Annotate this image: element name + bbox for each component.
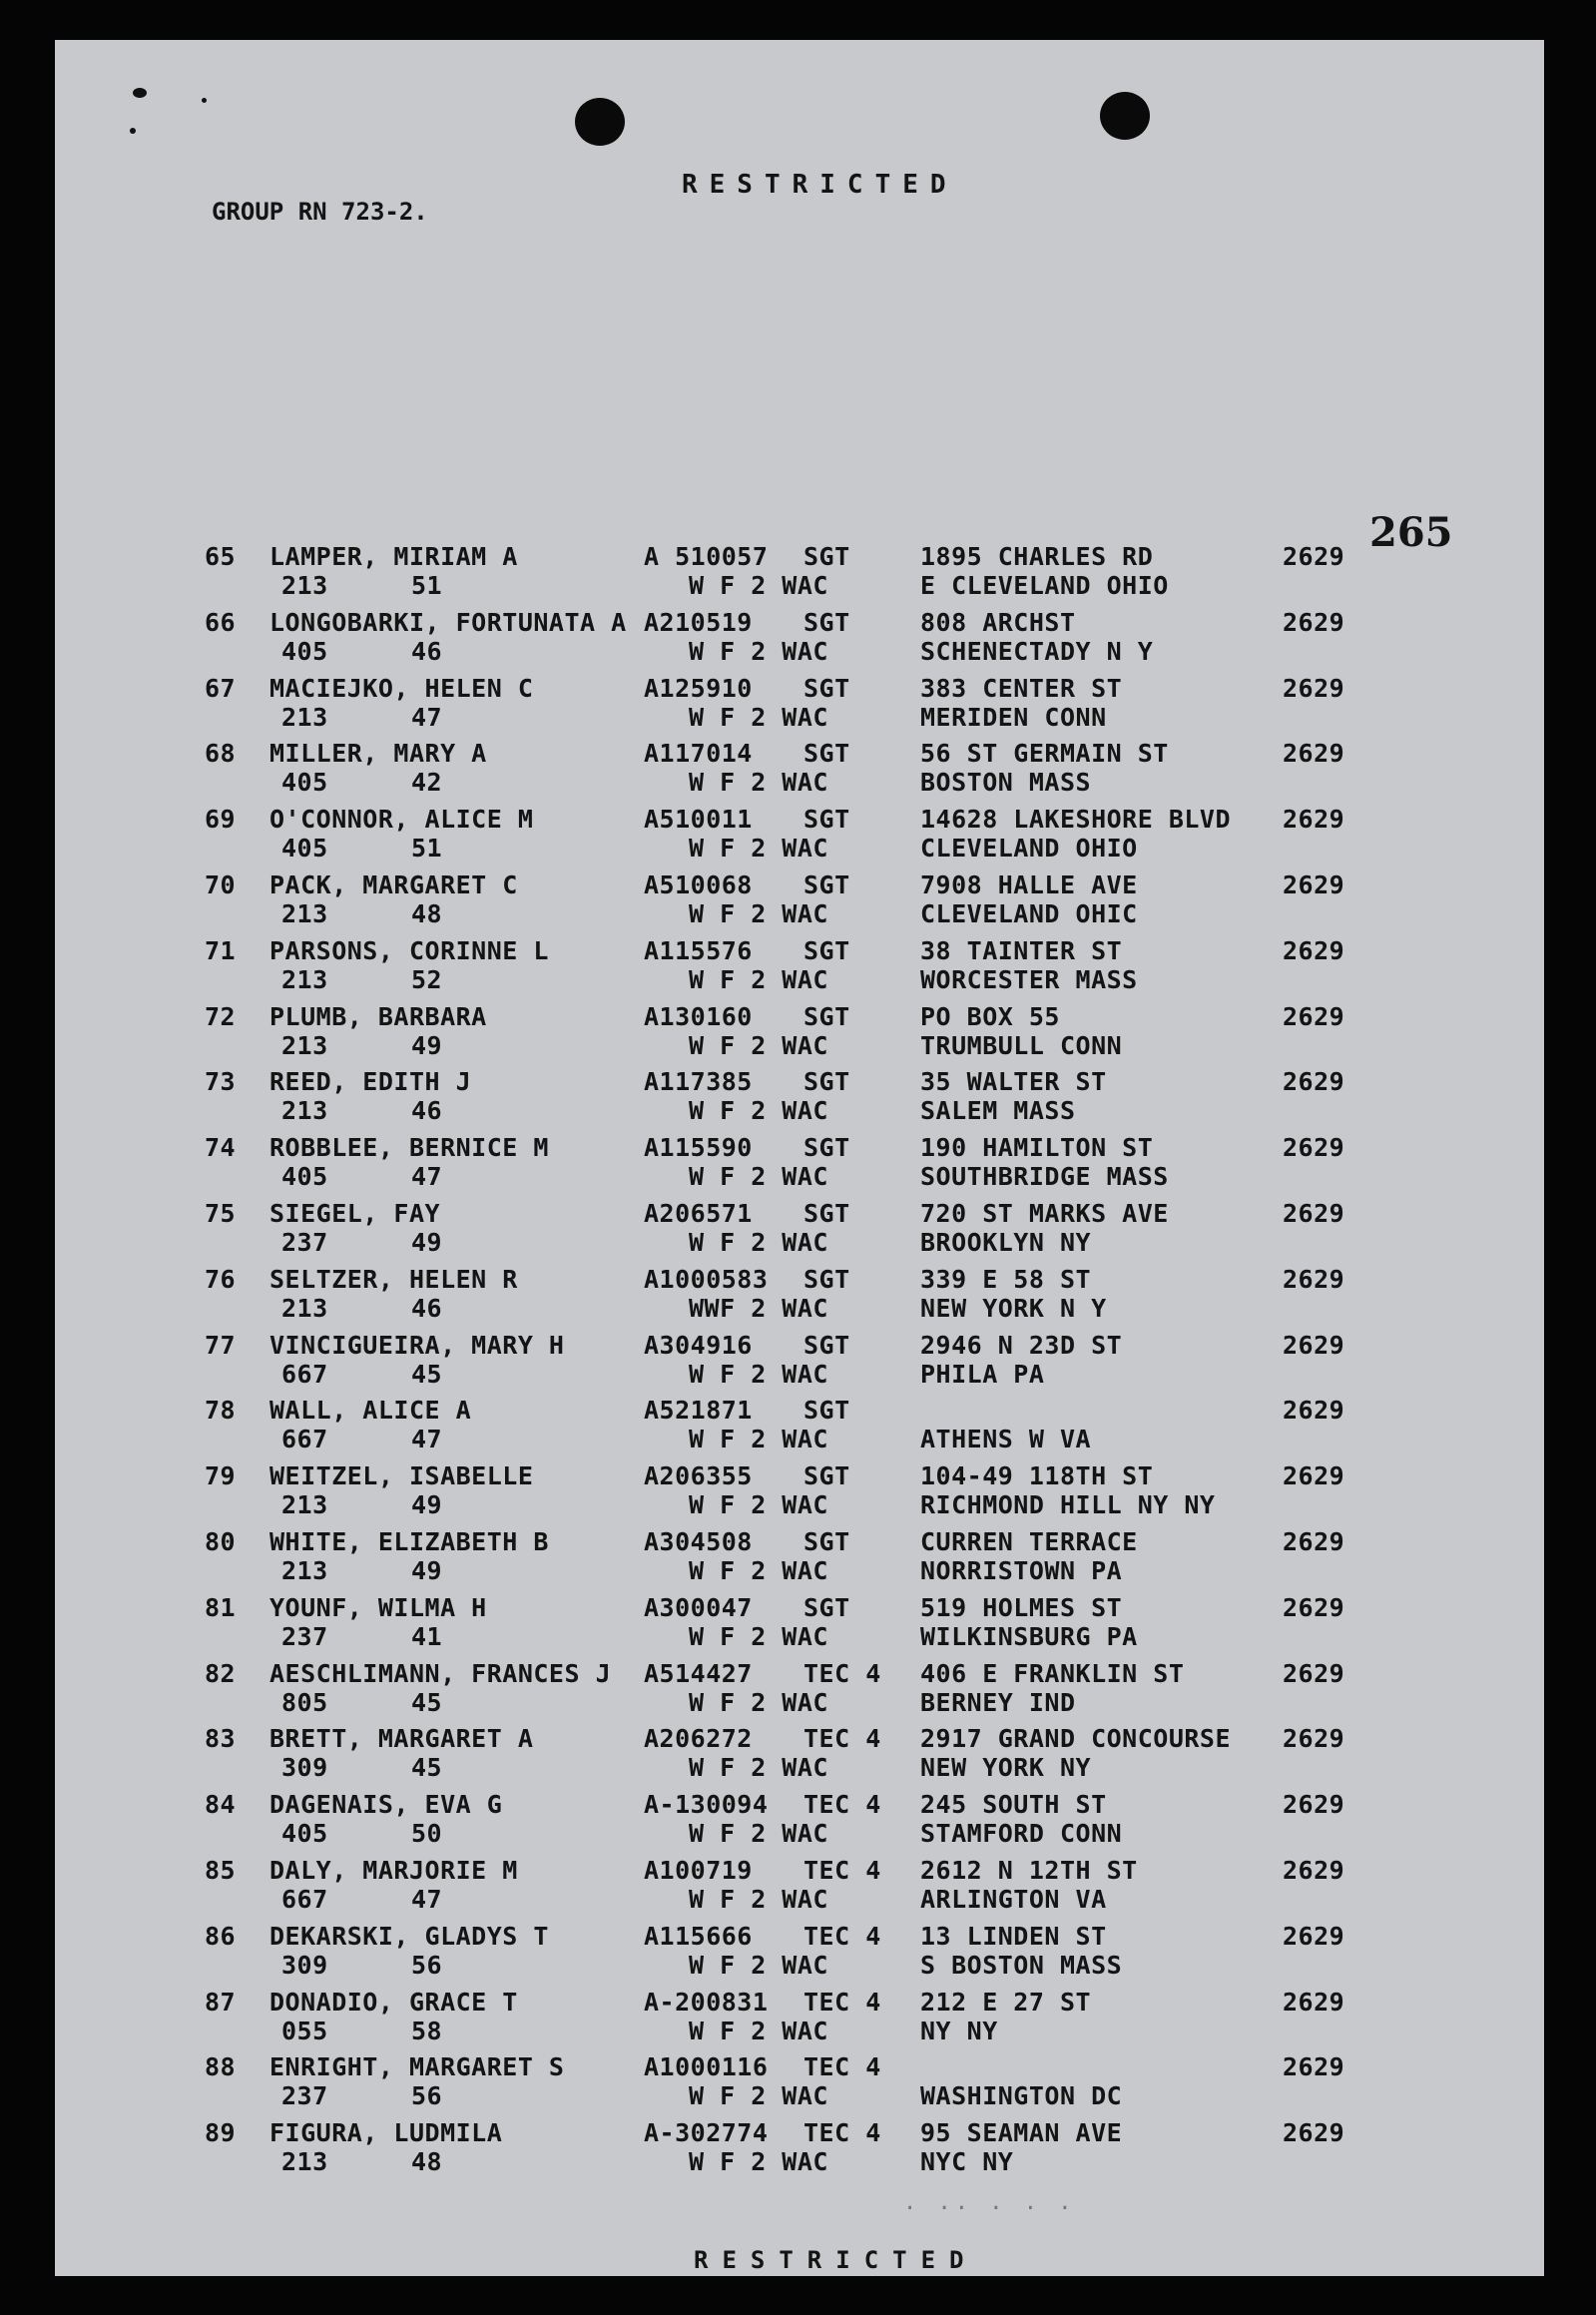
entry-number: 78 <box>205 1396 237 1426</box>
address-line-2: E CLEVELAND OHIO <box>920 571 1169 600</box>
entry-number: 79 <box>205 1461 237 1491</box>
rank: TEC 4 <box>803 2118 881 2148</box>
serial-number: A300047 <box>644 1592 753 1622</box>
serial-number: A304916 <box>644 1330 753 1360</box>
member-name: BRETT, MARGARET A <box>269 1724 534 1754</box>
serial-number: A-130094 <box>644 1790 769 1820</box>
entry-number: 84 <box>205 1790 237 1820</box>
rank: SGT <box>803 1199 850 1228</box>
address-line-1: 1895 CHARLES RD <box>920 542 1154 571</box>
code-value: 2629 <box>1283 1067 1345 1097</box>
code-b: 49 <box>411 1556 443 1585</box>
member-name: SELTZER, HELEN R <box>269 1264 518 1294</box>
code-a: 309 <box>281 1950 328 1980</box>
code-a: 213 <box>281 964 328 994</box>
member-name: O'CONNOR, ALICE M <box>269 805 534 835</box>
unit-designation: W F 2 WAC <box>689 834 828 864</box>
member-name: LAMPER, MIRIAM A <box>269 542 518 571</box>
code-b: 46 <box>411 1096 443 1126</box>
address-line-2: PHILA PA <box>920 1359 1045 1389</box>
code-b: 52 <box>411 964 443 994</box>
address-line-2: SCHENECTADY N Y <box>920 636 1154 666</box>
code-value: 2629 <box>1283 2052 1345 2082</box>
unit-designation: W F 2 WAC <box>689 964 828 994</box>
rank: SGT <box>803 607 850 637</box>
serial-number: A-200831 <box>644 1987 769 2017</box>
entry-number: 66 <box>205 607 237 637</box>
address-line-1: 212 E 27 ST <box>920 1987 1092 2017</box>
unit-designation: W F 2 WAC <box>689 1162 828 1192</box>
unit-designation: W F 2 WAC <box>689 702 828 732</box>
document-page <box>55 40 1544 2276</box>
rank: TEC 4 <box>803 1987 881 2017</box>
code-a: 213 <box>281 702 328 732</box>
code-b: 48 <box>411 899 443 928</box>
entry-number: 71 <box>205 935 237 965</box>
code-b: 56 <box>411 1950 443 1980</box>
address-line-2: BOSTON MASS <box>920 768 1092 798</box>
member-name: PLUMB, BARBARA <box>269 1001 487 1031</box>
unit-designation: W F 2 WAC <box>689 899 828 928</box>
code-a: 213 <box>281 1096 328 1126</box>
rank: TEC 4 <box>803 1790 881 1820</box>
serial-number: A206355 <box>644 1461 753 1491</box>
code-value: 2629 <box>1283 1001 1345 1031</box>
code-value: 2629 <box>1283 1330 1345 1360</box>
code-a: 213 <box>281 1293 328 1323</box>
rank: SGT <box>803 1067 850 1097</box>
code-b: 45 <box>411 1359 443 1389</box>
code-b: 47 <box>411 1885 443 1914</box>
member-name: REED, EDITH J <box>269 1067 472 1097</box>
entry-number: 86 <box>205 1921 237 1951</box>
code-value: 2629 <box>1283 1461 1345 1491</box>
rank: SGT <box>803 1001 850 1031</box>
unit-designation: W F 2 WAC <box>689 1885 828 1914</box>
address-line-1: 2917 GRAND CONCOURSE <box>920 1724 1232 1754</box>
address-line-2: MERIDEN CONN <box>920 702 1107 732</box>
code-a: 237 <box>281 2081 328 2111</box>
address-line-1: 2612 N 12TH ST <box>920 1856 1138 1885</box>
member-name: DONADIO, GRACE T <box>269 1987 518 2017</box>
address-line-2: NY NY <box>920 2016 998 2045</box>
member-name: PARSONS, CORINNE L <box>269 935 549 965</box>
rank: TEC 4 <box>803 1921 881 1951</box>
rank: SGT <box>803 673 850 703</box>
address-line-1: 56 ST GERMAIN ST <box>920 739 1169 769</box>
code-a: 237 <box>281 1621 328 1651</box>
code-b: 46 <box>411 636 443 666</box>
entry-number: 80 <box>205 1527 237 1556</box>
entry-number: 75 <box>205 1199 237 1228</box>
code-value: 2629 <box>1283 1592 1345 1622</box>
serial-number: A117014 <box>644 739 753 769</box>
code-a: 055 <box>281 2016 328 2045</box>
serial-number: A115590 <box>644 1133 753 1163</box>
code-b: 47 <box>411 702 443 732</box>
restricted-heading: RESTRICTED <box>682 170 958 200</box>
unit-designation: W F 2 WAC <box>689 1490 828 1520</box>
address-line-1: 383 CENTER ST <box>920 673 1123 703</box>
address-line-2: CLEVELAND OHIC <box>920 899 1138 928</box>
member-name: VINCIGUEIRA, MARY H <box>269 1330 565 1360</box>
code-a: 213 <box>281 571 328 600</box>
unit-designation: W F 2 WAC <box>689 1621 828 1651</box>
entry-number: 69 <box>205 805 237 835</box>
unit-designation: W F 2 WAC <box>689 1819 828 1849</box>
code-b: 49 <box>411 1030 443 1060</box>
member-name: YOUNF, WILMA H <box>269 1592 487 1622</box>
code-value: 2629 <box>1283 542 1345 571</box>
code-value: 2629 <box>1283 1790 1345 1820</box>
serial-number: A1000116 <box>644 2052 769 2082</box>
address-line-2: RICHMOND HILL NY NY <box>920 1490 1216 1520</box>
unit-designation: W F 2 WAC <box>689 1950 828 1980</box>
entry-number: 70 <box>205 870 237 899</box>
code-a: 405 <box>281 834 328 864</box>
unit-designation: W F 2 WAC <box>689 1228 828 1257</box>
code-a: 805 <box>281 1687 328 1717</box>
code-a: 309 <box>281 1753 328 1783</box>
code-a: 237 <box>281 1228 328 1257</box>
code-value: 2629 <box>1283 1396 1345 1426</box>
address-line-2: NYC NY <box>920 2147 1014 2177</box>
unit-designation: W F 2 WAC <box>689 1096 828 1126</box>
entry-number: 82 <box>205 1658 237 1688</box>
code-value: 2629 <box>1283 1133 1345 1163</box>
serial-number: A304508 <box>644 1527 753 1556</box>
unit-designation: W F 2 WAC <box>689 2016 828 2045</box>
code-value: 2629 <box>1283 607 1345 637</box>
member-name: PACK, MARGARET C <box>269 870 518 899</box>
address-line-1: 104-49 118TH ST <box>920 1461 1154 1491</box>
ink-speck <box>133 88 147 98</box>
code-b: 45 <box>411 1753 443 1783</box>
entry-number: 88 <box>205 2052 237 2082</box>
rank: SGT <box>803 805 850 835</box>
serial-number: A115666 <box>644 1921 753 1951</box>
address-line-1: 2946 N 23D ST <box>920 1330 1123 1360</box>
code-b: 49 <box>411 1228 443 1257</box>
entry-number: 77 <box>205 1330 237 1360</box>
code-b: 47 <box>411 1162 443 1192</box>
address-line-1: 95 SEAMAN AVE <box>920 2118 1123 2148</box>
code-value: 2629 <box>1283 1724 1345 1754</box>
code-b: 56 <box>411 2081 443 2111</box>
rank: SGT <box>803 739 850 769</box>
entry-number: 89 <box>205 2118 237 2148</box>
code-value: 2629 <box>1283 1921 1345 1951</box>
address-line-2: WORCESTER MASS <box>920 964 1138 994</box>
code-value: 2629 <box>1283 1527 1345 1556</box>
address-line-2: STAMFORD CONN <box>920 1819 1123 1849</box>
code-b: 48 <box>411 2147 443 2177</box>
member-name: DEKARSKI, GLADYS T <box>269 1921 549 1951</box>
code-a: 667 <box>281 1425 328 1454</box>
restricted-footer: RESTRICTED <box>694 2246 978 2274</box>
code-a: 213 <box>281 1490 328 1520</box>
code-b: 58 <box>411 2016 443 2045</box>
rank: TEC 4 <box>803 2052 881 2082</box>
serial-number: A115576 <box>644 935 753 965</box>
unit-designation: W F 2 WAC <box>689 1556 828 1585</box>
address-line-2: NORRISTOWN PA <box>920 1556 1123 1585</box>
entry-number: 73 <box>205 1067 237 1097</box>
entry-number: 81 <box>205 1592 237 1622</box>
address-line-1: 14628 LAKESHORE BLVD <box>920 805 1232 835</box>
code-value: 2629 <box>1283 1987 1345 2017</box>
code-b: 51 <box>411 834 443 864</box>
rank: SGT <box>803 1461 850 1491</box>
address-line-2: NEW YORK NY <box>920 1753 1092 1783</box>
address-line-1: 406 E FRANKLIN ST <box>920 1658 1185 1688</box>
punch-hole-left <box>575 98 625 146</box>
address-line-2: TRUMBULL CONN <box>920 1030 1123 1060</box>
member-name: ROBBLEE, BERNICE M <box>269 1133 549 1163</box>
member-name: FIGURA, LUDMILA <box>269 2118 503 2148</box>
entry-number: 74 <box>205 1133 237 1163</box>
address-line-1: 35 WALTER ST <box>920 1067 1107 1097</box>
ink-speck <box>130 128 136 134</box>
code-b: 47 <box>411 1425 443 1454</box>
serial-number: A206272 <box>644 1724 753 1754</box>
address-line-1: 245 SOUTH ST <box>920 1790 1107 1820</box>
unit-designation: W F 2 WAC <box>689 1753 828 1783</box>
rank: TEC 4 <box>803 1658 881 1688</box>
code-a: 667 <box>281 1885 328 1914</box>
code-value: 2629 <box>1283 870 1345 899</box>
group-label: GROUP RN 723-2. <box>212 198 428 226</box>
code-a: 405 <box>281 768 328 798</box>
code-b: 45 <box>411 1687 443 1717</box>
unit-designation: W F 2 WAC <box>689 636 828 666</box>
member-name: MILLER, MARY A <box>269 739 487 769</box>
rank: SGT <box>803 1133 850 1163</box>
serial-number: A210519 <box>644 607 753 637</box>
code-value: 2629 <box>1283 673 1345 703</box>
unit-designation: W F 2 WAC <box>689 768 828 798</box>
ink-speck <box>202 98 207 103</box>
member-name: ENRIGHT, MARGARET S <box>269 2052 565 2082</box>
code-value: 2629 <box>1283 935 1345 965</box>
code-value: 2629 <box>1283 1264 1345 1294</box>
code-value: 2629 <box>1283 1856 1345 1885</box>
rank: SGT <box>803 1527 850 1556</box>
member-name: DAGENAIS, EVA G <box>269 1790 503 1820</box>
rank: SGT <box>803 935 850 965</box>
entry-number: 72 <box>205 1001 237 1031</box>
page-number: 265 <box>1369 509 1453 556</box>
address-line-1: PO BOX 55 <box>920 1001 1060 1031</box>
rank: TEC 4 <box>803 1724 881 1754</box>
rank: SGT <box>803 1264 850 1294</box>
address-line-2: ARLINGTON VA <box>920 1885 1107 1914</box>
code-value: 2629 <box>1283 1658 1345 1688</box>
member-name: AESCHLIMANN, FRANCES J <box>269 1658 612 1688</box>
serial-number: A1000583 <box>644 1264 769 1294</box>
address-line-2: BERNEY IND <box>920 1687 1076 1717</box>
code-a: 213 <box>281 2147 328 2177</box>
entry-number: 76 <box>205 1264 237 1294</box>
address-line-2: WASHINGTON DC <box>920 2081 1123 2111</box>
code-a: 213 <box>281 1556 328 1585</box>
rank: SGT <box>803 1592 850 1622</box>
rank: SGT <box>803 1396 850 1426</box>
address-line-1: 13 LINDEN ST <box>920 1921 1107 1951</box>
entry-number: 68 <box>205 739 237 769</box>
code-a: 213 <box>281 899 328 928</box>
rank: SGT <box>803 870 850 899</box>
serial-number: A100719 <box>644 1856 753 1885</box>
code-a: 405 <box>281 636 328 666</box>
member-name: WALL, ALICE A <box>269 1396 472 1426</box>
code-b: 51 <box>411 571 443 600</box>
faded-text-smudge: · ·· · · · <box>903 2196 1076 2221</box>
address-line-1: 38 TAINTER ST <box>920 935 1123 965</box>
serial-number: A514427 <box>644 1658 753 1688</box>
code-value: 2629 <box>1283 2118 1345 2148</box>
address-line-2: SOUTHBRIDGE MASS <box>920 1162 1169 1192</box>
member-name: LONGOBARKI, FORTUNATA A <box>269 607 627 637</box>
code-value: 2629 <box>1283 1199 1345 1228</box>
code-value: 2629 <box>1283 739 1345 769</box>
address-line-2: NEW YORK N Y <box>920 1293 1107 1323</box>
member-name: WHITE, ELIZABETH B <box>269 1527 549 1556</box>
punch-hole-right <box>1100 92 1150 140</box>
address-line-1: 190 HAMILTON ST <box>920 1133 1154 1163</box>
address-line-2: BROOKLYN NY <box>920 1228 1092 1257</box>
member-name: SIEGEL, FAY <box>269 1199 441 1228</box>
rank: SGT <box>803 542 850 571</box>
address-line-1: 339 E 58 ST <box>920 1264 1092 1294</box>
serial-number: A130160 <box>644 1001 753 1031</box>
address-line-2: CLEVELAND OHIO <box>920 834 1138 864</box>
unit-designation: W F 2 WAC <box>689 1687 828 1717</box>
member-name: DALY, MARJORIE M <box>269 1856 518 1885</box>
serial-number: A510068 <box>644 870 753 899</box>
serial-number: A206571 <box>644 1199 753 1228</box>
address-line-2: WILKINSBURG PA <box>920 1621 1138 1651</box>
address-line-1: 7908 HALLE AVE <box>920 870 1138 899</box>
address-line-2: SALEM MASS <box>920 1096 1076 1126</box>
unit-designation: W F 2 WAC <box>689 1030 828 1060</box>
serial-number: A-302774 <box>644 2118 769 2148</box>
entry-number: 83 <box>205 1724 237 1754</box>
unit-designation: W F 2 WAC <box>689 1359 828 1389</box>
entry-number: 65 <box>205 542 237 571</box>
unit-designation: W F 2 WAC <box>689 571 828 600</box>
address-line-2: ATHENS W VA <box>920 1425 1092 1454</box>
address-line-1: 808 ARCHST <box>920 607 1076 637</box>
unit-designation: W F 2 WAC <box>689 1425 828 1454</box>
entry-number: 85 <box>205 1856 237 1885</box>
serial-number: A117385 <box>644 1067 753 1097</box>
serial-number: A 510057 <box>644 542 769 571</box>
address-line-2: S BOSTON MASS <box>920 1950 1123 1980</box>
entry-number: 67 <box>205 673 237 703</box>
code-a: 405 <box>281 1819 328 1849</box>
entry-number: 87 <box>205 1987 237 2017</box>
code-b: 41 <box>411 1621 443 1651</box>
address-line-1: 519 HOLMES ST <box>920 1592 1123 1622</box>
code-b: 49 <box>411 1490 443 1520</box>
unit-designation: W F 2 WAC <box>689 2147 828 2177</box>
member-name: MACIEJKO, HELEN C <box>269 673 534 703</box>
serial-number: A125910 <box>644 673 753 703</box>
code-b: 42 <box>411 768 443 798</box>
serial-number: A510011 <box>644 805 753 835</box>
address-line-1: 720 ST MARKS AVE <box>920 1199 1169 1228</box>
code-a: 667 <box>281 1359 328 1389</box>
rank: SGT <box>803 1330 850 1360</box>
serial-number: A521871 <box>644 1396 753 1426</box>
unit-designation: WWF 2 WAC <box>689 1293 828 1323</box>
unit-designation: W F 2 WAC <box>689 2081 828 2111</box>
code-b: 46 <box>411 1293 443 1323</box>
rank: TEC 4 <box>803 1856 881 1885</box>
address-line-1: CURREN TERRACE <box>920 1527 1138 1556</box>
member-name: WEITZEL, ISABELLE <box>269 1461 534 1491</box>
code-a: 213 <box>281 1030 328 1060</box>
code-a: 405 <box>281 1162 328 1192</box>
code-value: 2629 <box>1283 805 1345 835</box>
code-b: 50 <box>411 1819 443 1849</box>
